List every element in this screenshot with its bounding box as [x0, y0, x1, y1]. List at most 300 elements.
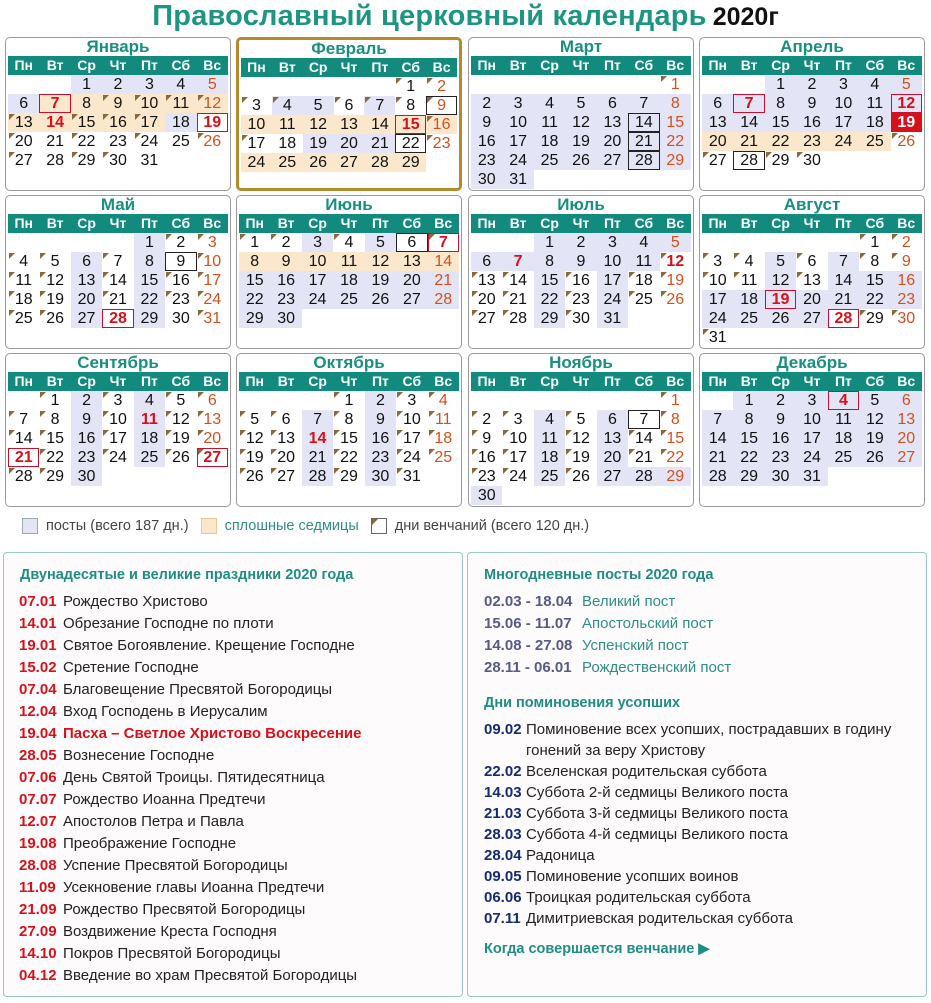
day-cell[interactable]: 6	[334, 96, 365, 115]
day-cell[interactable]: 15	[534, 271, 565, 290]
day-cell[interactable]: 7	[364, 96, 395, 115]
day-cell[interactable]: 13	[334, 115, 365, 134]
day-cell[interactable]: 18	[628, 271, 659, 290]
day-cell[interactable]: 24	[502, 467, 533, 486]
day-cell[interactable]: 12	[197, 94, 228, 113]
day-cell[interactable]: 23	[71, 448, 102, 467]
day-cell[interactable]: 3	[102, 391, 133, 410]
day-cell[interactable]: 16	[765, 429, 796, 448]
day-cell[interactable]: 30	[270, 309, 301, 328]
day-cell[interactable]: 29	[71, 151, 102, 170]
day-cell[interactable]: 17	[197, 271, 228, 290]
day-cell[interactable]: 22	[239, 290, 270, 309]
day-cell[interactable]: 5	[565, 94, 596, 113]
day-cell[interactable]: 7	[628, 94, 659, 113]
day-cell[interactable]: 1	[534, 233, 565, 252]
day-cell[interactable]: 14	[364, 115, 395, 134]
day-cell[interactable]: 5	[239, 410, 270, 429]
day-cell[interactable]: 20	[71, 290, 102, 309]
day-cell[interactable]: 2	[796, 75, 827, 94]
day-cell[interactable]: 6	[891, 391, 922, 410]
day-cell[interactable]: 6	[702, 94, 733, 113]
day-cell[interactable]: 9	[765, 410, 796, 429]
day-cell[interactable]: 25	[733, 309, 764, 328]
day-cell[interactable]: 24	[102, 448, 133, 467]
day-cell[interactable]: 26	[197, 132, 228, 151]
day-cell[interactable]: 31	[597, 309, 628, 328]
day-cell[interactable]: 15	[859, 271, 890, 290]
day-cell[interactable]: 19	[303, 134, 334, 153]
day-cell[interactable]: 10	[502, 113, 533, 132]
day-cell[interactable]: 8	[660, 94, 691, 113]
day-cell[interactable]: 19	[197, 113, 228, 132]
day-cell[interactable]: 21	[46, 133, 65, 150]
day-cell[interactable]: 5	[565, 410, 596, 429]
day-cell[interactable]: 8	[859, 252, 890, 271]
day-cell[interactable]: 22	[39, 448, 70, 467]
day-cell[interactable]: 21	[702, 448, 733, 467]
day-cell[interactable]: 4	[859, 75, 890, 94]
day-cell[interactable]: 27	[71, 309, 102, 328]
day-cell[interactable]: 1	[134, 233, 165, 252]
day-cell[interactable]: 16	[471, 132, 502, 151]
day-cell[interactable]: 13	[197, 410, 228, 429]
day-cell[interactable]: 6	[8, 94, 39, 113]
day-cell[interactable]: 7	[302, 410, 333, 429]
day-cell[interactable]: 27	[334, 153, 365, 172]
day-cell[interactable]: 2	[71, 391, 102, 410]
day-cell[interactable]: 27	[8, 151, 39, 170]
day-cell[interactable]: 2	[565, 233, 596, 252]
day-cell[interactable]: 27	[471, 309, 502, 328]
day-cell[interactable]: 19	[765, 290, 796, 309]
day-cell[interactable]: 20	[471, 290, 502, 309]
day-cell[interactable]: 19	[660, 271, 691, 290]
day-cell[interactable]: 12	[565, 113, 596, 132]
day-cell[interactable]: 6	[471, 252, 502, 271]
day-cell[interactable]: 19	[365, 271, 396, 290]
day-cell[interactable]: 4	[828, 391, 859, 410]
day-cell[interactable]: 26	[565, 151, 596, 170]
day-cell[interactable]: 22	[765, 132, 796, 151]
day-cell[interactable]: 18	[534, 448, 565, 467]
day-cell[interactable]: 21	[428, 271, 459, 290]
day-cell[interactable]: 13	[471, 271, 502, 290]
day-cell[interactable]: 14	[628, 113, 659, 132]
day-cell[interactable]: 25	[534, 467, 565, 486]
day-cell[interactable]: 27	[597, 467, 628, 486]
day-cell[interactable]: 24	[396, 448, 427, 467]
day-cell[interactable]: 11	[428, 410, 459, 429]
day-cell[interactable]: 18	[8, 290, 39, 309]
day-cell[interactable]: 19	[239, 448, 270, 467]
day-cell[interactable]: 14	[628, 429, 659, 448]
day-cell[interactable]: 26	[39, 309, 70, 328]
day-cell[interactable]: 28	[8, 467, 39, 486]
day-cell[interactable]: 5	[859, 391, 890, 410]
day-cell[interactable]: 22	[534, 290, 565, 309]
day-cell[interactable]: 3	[597, 233, 628, 252]
day-cell[interactable]: 5	[891, 75, 922, 94]
day-cell[interactable]: 28	[102, 309, 133, 328]
day-cell[interactable]: 24	[134, 132, 165, 151]
day-cell[interactable]: 10	[134, 94, 165, 113]
day-cell[interactable]: 25	[333, 290, 364, 309]
day-cell[interactable]: 13	[597, 113, 628, 132]
day-cell[interactable]: 14	[733, 113, 764, 132]
day-cell[interactable]: 17	[828, 113, 859, 132]
day-cell[interactable]: 22	[71, 132, 102, 151]
day-cell[interactable]: 25	[428, 448, 459, 467]
day-cell[interactable]: 4	[628, 233, 659, 252]
day-cell[interactable]: 28	[502, 309, 533, 328]
day-cell[interactable]: 18	[733, 290, 764, 309]
day-cell[interactable]: 28	[733, 151, 764, 170]
day-cell[interactable]: 17	[502, 132, 533, 151]
day-cell[interactable]: 24	[197, 290, 228, 309]
day-cell[interactable]: 27	[270, 467, 301, 486]
day-cell[interactable]: 3	[502, 410, 533, 429]
day-cell[interactable]: 18	[859, 113, 890, 132]
day-cell[interactable]: 29	[733, 467, 764, 486]
day-cell[interactable]: 8	[395, 96, 426, 115]
day-cell[interactable]: 12	[660, 252, 691, 271]
day-cell[interactable]: 12	[239, 429, 270, 448]
day-cell[interactable]: 1	[660, 391, 691, 410]
day-cell[interactable]: 26	[859, 448, 890, 467]
day-cell[interactable]: 2	[765, 391, 796, 410]
day-cell[interactable]: 17	[796, 429, 827, 448]
day-cell[interactable]: 24	[241, 153, 272, 172]
day-cell[interactable]: 12	[39, 271, 70, 290]
day-cell[interactable]: 7	[8, 410, 39, 429]
day-cell[interactable]: 7	[39, 94, 70, 113]
day-cell[interactable]: 18	[534, 132, 565, 151]
day-cell[interactable]: 20	[270, 448, 301, 467]
day-cell[interactable]: 18	[828, 429, 859, 448]
day-cell[interactable]: 11	[534, 429, 565, 448]
day-cell[interactable]: 9	[165, 252, 196, 271]
day-cell[interactable]: 26	[660, 290, 691, 309]
day-cell[interactable]: 24	[796, 448, 827, 467]
day-cell[interactable]: 8	[765, 94, 796, 113]
day-cell[interactable]: 29	[39, 467, 70, 486]
day-cell[interactable]: 21	[733, 132, 764, 151]
day-cell[interactable]: 31	[140, 152, 159, 169]
day-cell[interactable]: 18	[278, 135, 297, 152]
day-cell[interactable]: 7	[102, 252, 133, 271]
day-cell[interactable]: 15	[733, 429, 764, 448]
day-cell[interactable]: 12	[165, 410, 196, 429]
day-cell[interactable]: 17	[241, 134, 272, 153]
day-cell[interactable]: 22	[660, 132, 691, 151]
day-cell[interactable]: 11	[733, 271, 764, 290]
day-cell[interactable]: 10	[702, 271, 733, 290]
day-cell[interactable]: 30	[765, 467, 796, 486]
day-cell[interactable]: 13	[71, 271, 102, 290]
day-cell[interactable]: 20	[796, 290, 827, 309]
day-cell[interactable]: 22	[660, 448, 691, 467]
day-cell[interactable]: 22	[395, 134, 426, 153]
day-cell[interactable]: 1	[733, 391, 764, 410]
day-cell[interactable]: 2	[102, 75, 133, 94]
day-cell[interactable]: 28	[428, 290, 459, 309]
day-cell[interactable]: 24	[302, 290, 333, 309]
day-cell[interactable]: 24	[502, 151, 533, 170]
day-cell[interactable]: 2	[471, 94, 502, 113]
day-cell[interactable]: 15	[333, 429, 364, 448]
day-cell[interactable]: 21	[302, 448, 333, 467]
day-cell[interactable]: 21	[502, 290, 533, 309]
day-cell[interactable]: 15	[660, 429, 691, 448]
day-cell[interactable]: 23	[165, 290, 196, 309]
day-cell[interactable]: 16	[891, 271, 922, 290]
day-cell[interactable]: 11	[272, 115, 303, 134]
day-cell[interactable]: 13	[702, 113, 733, 132]
day-cell[interactable]: 14	[502, 271, 533, 290]
day-cell[interactable]: 29	[134, 309, 165, 328]
day-cell[interactable]: 4	[8, 252, 39, 271]
day-cell[interactable]: 2	[165, 233, 196, 252]
day-cell[interactable]: 15	[395, 115, 426, 134]
day-cell[interactable]: 4	[134, 391, 165, 410]
day-cell[interactable]: 13	[891, 410, 922, 429]
day-cell[interactable]: 27	[197, 448, 228, 467]
day-cell[interactable]: 14	[39, 113, 70, 132]
day-cell[interactable]: 6	[197, 391, 228, 410]
day-cell[interactable]: 20	[891, 429, 922, 448]
day-cell[interactable]: 23	[891, 290, 922, 309]
day-cell[interactable]: 16	[270, 271, 301, 290]
day-cell[interactable]: 1	[71, 75, 102, 94]
day-cell[interactable]: 14	[828, 271, 859, 290]
day-cell[interactable]: 11	[165, 94, 196, 113]
day-cell[interactable]: 26	[165, 448, 196, 467]
day-cell[interactable]: 20	[197, 429, 228, 448]
day-cell[interactable]: 10	[502, 429, 533, 448]
day-cell[interactable]: 2	[365, 391, 396, 410]
day-cell[interactable]: 24	[828, 132, 859, 151]
day-cell[interactable]: 22	[859, 290, 890, 309]
day-cell[interactable]: 11	[828, 410, 859, 429]
day-cell[interactable]: 29	[660, 151, 691, 170]
day-cell[interactable]: 29	[395, 153, 426, 172]
day-cell[interactable]: 4	[333, 233, 364, 252]
day-cell[interactable]: 31	[502, 170, 533, 189]
day-cell[interactable]: 23	[796, 132, 827, 151]
day-cell[interactable]: 13	[8, 113, 39, 132]
day-cell[interactable]: 25	[171, 133, 190, 150]
day-cell[interactable]: 22	[733, 448, 764, 467]
day-cell[interactable]: 6	[597, 410, 628, 429]
day-cell[interactable]: 15	[239, 271, 270, 290]
day-cell[interactable]: 4	[272, 96, 303, 115]
day-cell[interactable]: 13	[597, 429, 628, 448]
day-cell[interactable]: 9	[471, 429, 502, 448]
day-cell[interactable]: 25	[134, 448, 165, 467]
day-cell[interactable]: 1	[660, 75, 691, 94]
day-cell[interactable]: 6	[270, 410, 301, 429]
day-cell[interactable]: 21	[364, 134, 395, 153]
day-cell[interactable]: 17	[302, 271, 333, 290]
day-cell[interactable]: 29	[859, 309, 890, 328]
day-cell[interactable]: 21	[628, 132, 659, 151]
day-cell[interactable]: 8	[333, 410, 364, 429]
day-cell[interactable]: 7	[428, 233, 459, 252]
wedding-info-link[interactable]: Когда совершается венчание ▶	[484, 941, 710, 957]
day-cell[interactable]: 14	[102, 271, 133, 290]
day-cell[interactable]: 21	[102, 290, 133, 309]
day-cell[interactable]: 30	[471, 170, 502, 189]
day-cell[interactable]: 10	[597, 252, 628, 271]
day-cell[interactable]: 2	[891, 233, 922, 252]
day-cell[interactable]: 30	[71, 467, 102, 486]
day-cell[interactable]: 11	[333, 252, 364, 271]
day-cell[interactable]: 23	[565, 290, 596, 309]
day-cell[interactable]: 29	[660, 467, 691, 486]
day-cell[interactable]: 3	[134, 75, 165, 94]
day-cell[interactable]: 31	[396, 467, 427, 486]
day-cell[interactable]: 26	[565, 467, 596, 486]
day-cell[interactable]: 23	[365, 448, 396, 467]
day-cell[interactable]: 25	[628, 290, 659, 309]
day-cell[interactable]: 16	[796, 113, 827, 132]
day-cell[interactable]: 21	[828, 290, 859, 309]
day-cell[interactable]: 15	[134, 271, 165, 290]
day-cell[interactable]: 28	[46, 152, 65, 169]
day-cell[interactable]: 23	[270, 290, 301, 309]
day-cell[interactable]: 18	[165, 113, 196, 132]
day-cell[interactable]: 7	[733, 94, 764, 113]
day-cell[interactable]: 27	[396, 290, 427, 309]
day-cell[interactable]: 28	[628, 151, 659, 170]
day-cell[interactable]: 15	[765, 113, 796, 132]
day-cell[interactable]: 19	[165, 429, 196, 448]
day-cell[interactable]: 12	[859, 410, 890, 429]
day-cell[interactable]: 14	[702, 429, 733, 448]
day-cell[interactable]: 16	[102, 113, 133, 132]
day-cell[interactable]: 5	[765, 252, 796, 271]
day-cell[interactable]: 31	[796, 467, 827, 486]
day-cell[interactable]: 20	[396, 271, 427, 290]
day-cell[interactable]: 1	[239, 233, 270, 252]
day-cell[interactable]: 3	[241, 96, 272, 115]
day-cell[interactable]: 5	[165, 391, 196, 410]
day-cell[interactable]: 2	[270, 233, 301, 252]
day-cell[interactable]: 17	[102, 429, 133, 448]
day-cell[interactable]: 25	[828, 448, 859, 467]
day-cell[interactable]: 25	[859, 132, 890, 151]
day-cell[interactable]: 4	[534, 410, 565, 429]
day-cell[interactable]: 15	[660, 113, 691, 132]
day-cell[interactable]: 9	[891, 252, 922, 271]
day-cell[interactable]: 27	[796, 309, 827, 328]
day-cell[interactable]: 17	[134, 113, 165, 132]
day-cell[interactable]: 17	[396, 429, 427, 448]
day-cell[interactable]: 23	[426, 134, 457, 153]
day-cell[interactable]: 8	[71, 94, 102, 113]
day-cell[interactable]: 11	[859, 94, 890, 113]
day-cell[interactable]: 23	[471, 467, 502, 486]
day-cell[interactable]: 8	[534, 252, 565, 271]
day-cell[interactable]: 9	[102, 94, 133, 113]
day-cell[interactable]: 25	[534, 151, 565, 170]
day-cell[interactable]: 9	[796, 94, 827, 113]
day-cell[interactable]: 3	[796, 391, 827, 410]
day-cell[interactable]: 9	[426, 96, 457, 115]
day-cell[interactable]: 18	[428, 429, 459, 448]
day-cell[interactable]: 30	[471, 486, 502, 505]
day-cell[interactable]: 23	[765, 448, 796, 467]
day-cell[interactable]: 1	[395, 77, 426, 96]
day-cell[interactable]: 30	[102, 151, 133, 170]
day-cell[interactable]: 5	[303, 96, 334, 115]
day-cell[interactable]: 20	[334, 134, 365, 153]
day-cell[interactable]: 14	[428, 252, 459, 271]
day-cell[interactable]: 19	[565, 132, 596, 151]
day-cell[interactable]: 26	[239, 467, 270, 486]
day-cell[interactable]: 16	[71, 429, 102, 448]
day-cell[interactable]: 10	[796, 410, 827, 429]
day-cell[interactable]: 18	[333, 271, 364, 290]
day-cell[interactable]: 11	[628, 252, 659, 271]
day-cell[interactable]: 2	[426, 77, 457, 96]
day-cell[interactable]: 5	[660, 233, 691, 252]
day-cell[interactable]: 9	[565, 252, 596, 271]
day-cell[interactable]: 9	[71, 410, 102, 429]
day-cell[interactable]: 20	[597, 448, 628, 467]
day-cell[interactable]: 14	[302, 429, 333, 448]
day-cell[interactable]: 7	[702, 410, 733, 429]
day-cell[interactable]: 6	[796, 252, 827, 271]
day-cell[interactable]: 5	[197, 75, 228, 94]
day-cell[interactable]: 25	[272, 153, 303, 172]
day-cell[interactable]: 7	[502, 252, 533, 271]
day-cell[interactable]: 19	[891, 113, 922, 132]
day-cell[interactable]: 11	[8, 271, 39, 290]
day-cell[interactable]: 20	[8, 132, 39, 151]
day-cell[interactable]: 6	[597, 94, 628, 113]
day-cell[interactable]: 30	[891, 309, 922, 328]
day-cell[interactable]: 22	[134, 290, 165, 309]
day-cell[interactable]: 10	[396, 410, 427, 429]
day-cell[interactable]: 26	[891, 132, 922, 151]
day-cell[interactable]: 7	[828, 252, 859, 271]
day-cell[interactable]: 25	[8, 309, 39, 328]
day-cell[interactable]: 8	[134, 252, 165, 271]
day-cell[interactable]: 17	[502, 448, 533, 467]
day-cell[interactable]: 4	[428, 391, 459, 410]
day-cell[interactable]: 10	[302, 252, 333, 271]
day-cell[interactable]: 29	[333, 467, 364, 486]
day-cell[interactable]: 6	[396, 233, 427, 252]
day-cell[interactable]: 11	[134, 410, 165, 429]
day-cell[interactable]: 10	[241, 115, 272, 134]
day-cell[interactable]: 10	[197, 252, 228, 271]
day-cell[interactable]: 4	[733, 252, 764, 271]
day-cell[interactable]: 28	[828, 309, 859, 328]
day-cell[interactable]: 29	[239, 309, 270, 328]
day-cell[interactable]: 24	[702, 309, 733, 328]
day-cell[interactable]: 31	[197, 309, 228, 328]
day-cell[interactable]: 1	[333, 391, 364, 410]
day-cell[interactable]: 26	[365, 290, 396, 309]
day-cell[interactable]: 19	[565, 448, 596, 467]
day-cell[interactable]: 13	[270, 429, 301, 448]
day-cell[interactable]: 3	[502, 94, 533, 113]
day-cell[interactable]: 3	[197, 233, 228, 252]
day-cell[interactable]: 5	[365, 233, 396, 252]
